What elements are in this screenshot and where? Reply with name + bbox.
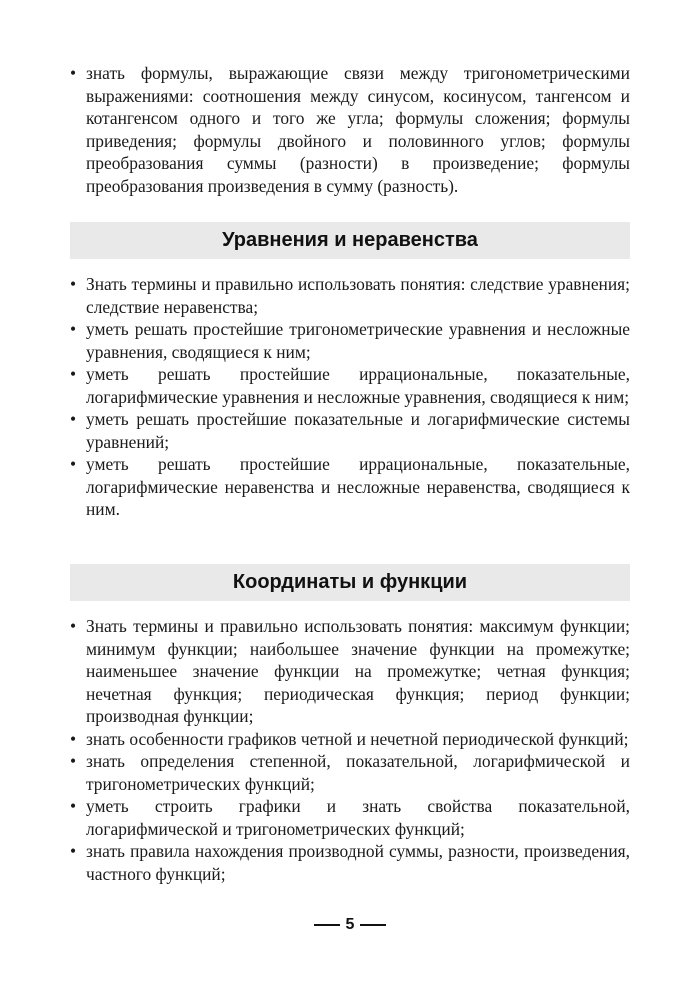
section-title: Уравнения и неравенства [222, 229, 478, 251]
coordinates-list-block [70, 615, 630, 885]
page-footer [0, 916, 700, 934]
list-item: • Знать термины и правильно использовать понятия: максимум функции; минимум функции; наибольшее значение функции на промежутке; наименьшее значение функции на промежутке; четная функция; нечетная функция; периодическая функция; период функции; производная функции; [70, 615, 630, 728]
list-item: • уметь решать простейшие иррациональные, показательные, логарифмические неравенства и несложные неравенства, сводящиеся к ним. [70, 453, 630, 521]
page-number: 5 [345, 916, 355, 933]
equations-list-block [70, 273, 630, 521]
list-item: • знать формулы, выражающие связи между тригонометрическими выражениями: соотношения между синусом, косинусом, тангенсом и котангенсом одного и того же угла; формулы сложения; формулы приведения; формулы двойного и половинного углов; формулы преобразования суммы (разности) в произведение; формулы преобразования произведения в сумму (разность). [70, 62, 630, 197]
footer-dash-right [360, 924, 386, 926]
list-item: • Знать термины и правильно использовать понятия: следствие уравнения; следствие неравенства; [70, 273, 630, 318]
section-title: Координаты и функции [232, 571, 468, 593]
list-item: • знать определения степенной, показательной, логарифмической и тригонометрических функций; [70, 750, 630, 795]
footer-dash-left [314, 924, 340, 926]
intro-list-block [70, 62, 630, 197]
equations-list [70, 273, 630, 521]
list-item: • уметь решать простейшие иррациональные, показательные, логарифмические уравнения и несложные уравнения, сводящиеся к ним; [70, 363, 630, 408]
section-header-equations [70, 222, 630, 259]
list-item: • уметь решать простейшие показательные и логарифмические системы уравнений; [70, 408, 630, 453]
section-header-coordinates [70, 564, 630, 601]
list-item: • знать правила нахождения производной суммы, разности, произведения, частного функций; [70, 840, 630, 885]
list-item: • знать особенности графиков четной и нечетной периодической функций; [70, 728, 630, 751]
intro-list [70, 62, 630, 197]
list-item: • уметь строить графики и знать свойства показательной, логарифмической и тригонометрических функций; [70, 795, 630, 840]
coordinates-list [70, 615, 630, 885]
list-item: • уметь решать простейшие тригонометрические уравнения и несложные уравнения, сводящиеся к ним; [70, 318, 630, 363]
